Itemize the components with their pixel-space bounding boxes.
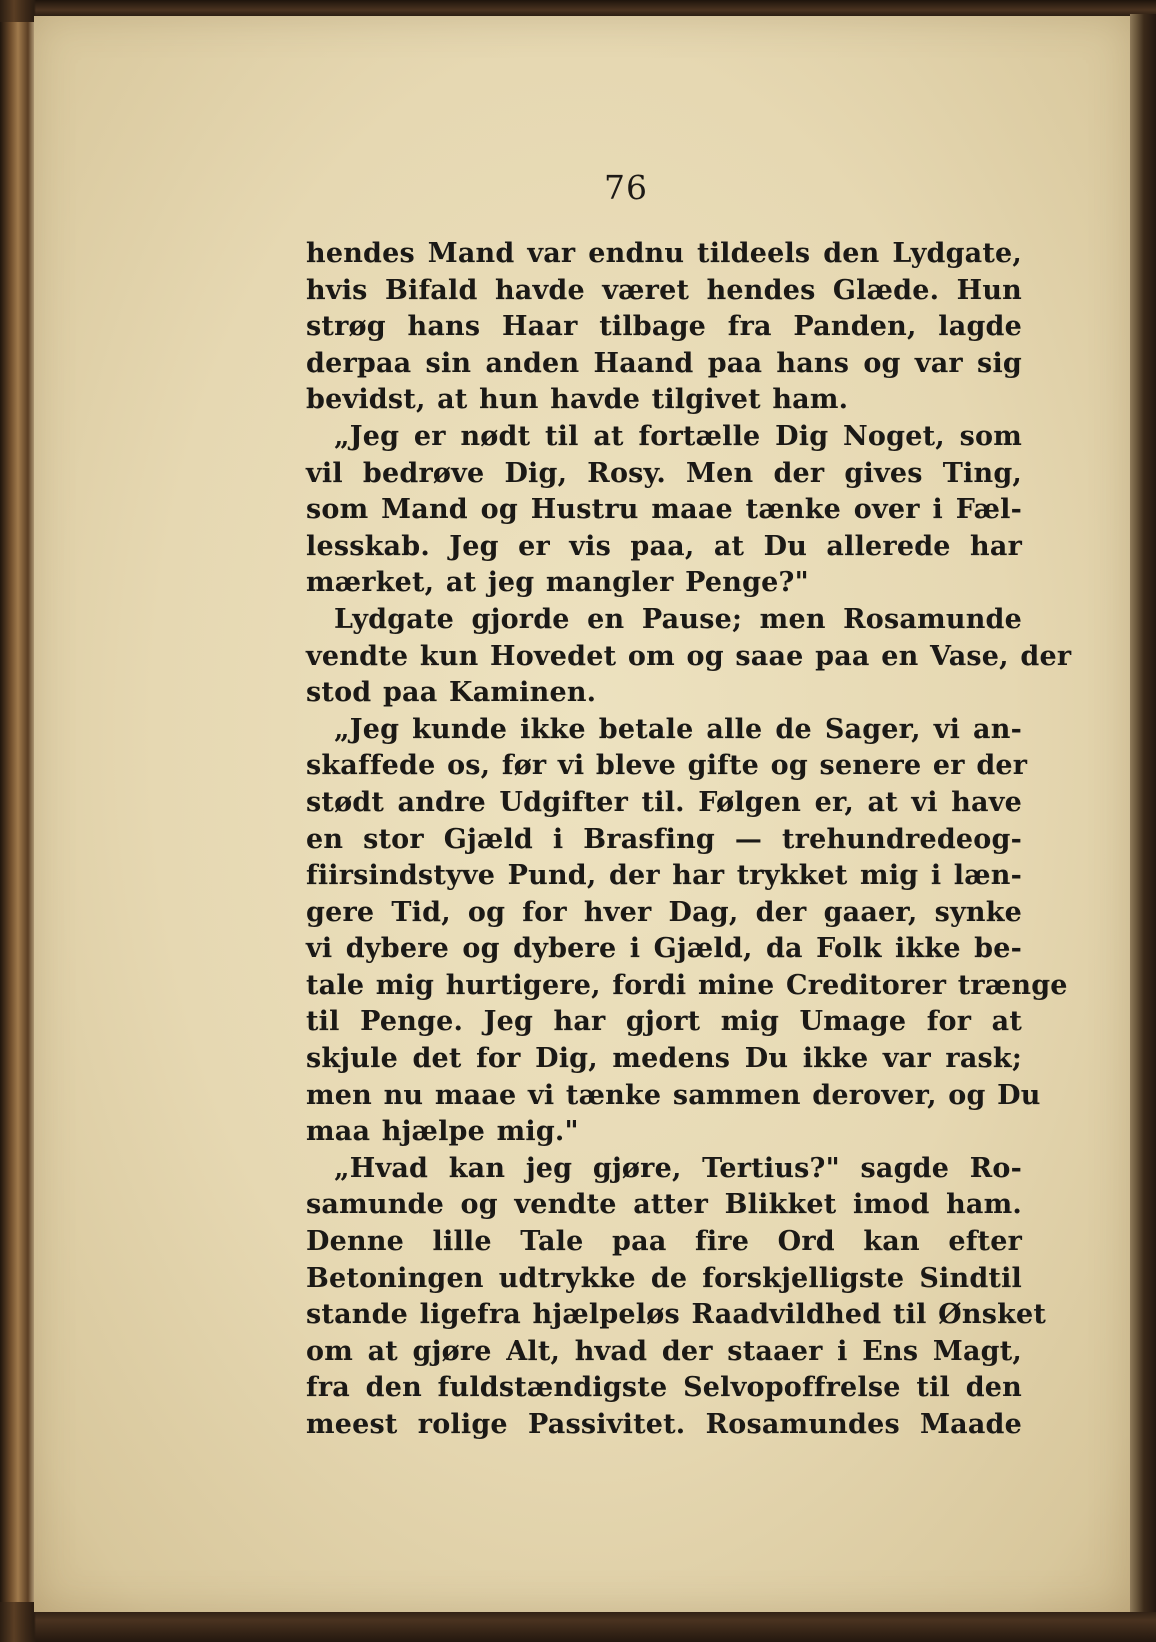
text-line: samunde og vendte atter Blikket imod ham. — [306, 1189, 1022, 1221]
text-line: maa hjælpe mig." — [306, 1116, 579, 1148]
text-line: bevidst, at hun havde tilgivet ham. — [306, 384, 849, 416]
text-line: vil bedrøve Dig, Rosy. Men der gives Ting, — [306, 457, 1022, 489]
text-line: vi dybere og dybere i Gjæld, da Folk ikke be- — [306, 933, 1022, 965]
text-line: strøg hans Haar tilbage fra Panden, lagde — [306, 311, 1022, 343]
text-line: stande ligefra hjælpeløs Raadvildhed til Ønsket — [306, 1299, 1047, 1331]
text-line: stod paa Kaminen. — [306, 677, 597, 709]
text-line: derpaa sin anden Haand paa hans og var sig — [306, 347, 1022, 379]
text-line: vendte kun Hovedet om og saae paa en Vase, der — [306, 640, 1072, 672]
text-line: mærket, at jeg mangler Penge?" — [306, 567, 809, 599]
text-line: en stor Gjæld i Brasfing — trehundredeog- — [306, 823, 1022, 855]
text-line: hvis Bifald havde været hendes Glæde. Hun — [306, 274, 1022, 306]
text-line: stødt andre Udgifter til. Følgen er, at vi have — [306, 786, 1022, 818]
text-line: fra den fuldstændigste Selvopoffrelse til den — [306, 1372, 1022, 1404]
book-right-edge — [1130, 14, 1156, 1612]
text-line: Betoningen udtrykke de forskjelligste Sindtil — [306, 1262, 1022, 1294]
text-line: Lydgate gjorde en Pause; men Rosamunde — [334, 603, 1022, 635]
text-line: gere Tid, og for hver Dag, der gaaer, synke — [306, 896, 1022, 928]
book-page — [34, 16, 1130, 1612]
body-text — [306, 236, 1072, 1444]
text-line: fiirsindstyve Pund, der har trykket mig i læn- — [306, 860, 1022, 892]
text-line: Denne lille Tale paa fire Ord kan efter — [306, 1226, 1022, 1258]
page-number: 76 — [604, 168, 648, 207]
book-left-edge — [0, 22, 36, 1602]
text-line: hendes Mand var endnu tildeels den Lydgate, — [306, 238, 1022, 269]
text-line: men nu maae vi tænke sammen derover, og Du — [306, 1079, 1041, 1111]
text-line: til Penge. Jeg har gjort mig Umage for at — [306, 1006, 1022, 1038]
text-line: tale mig hurtigere, fordi mine Creditorer trænge — [306, 969, 1068, 1001]
text-line: meest rolige Passivitet. Rosamundes Maade — [306, 1409, 1022, 1440]
text-line: „Jeg kunde ikke betale alle de Sager, vi an- — [334, 713, 1022, 745]
text-line: som Mand og Hustru maae tænke over i Fæl- — [306, 494, 1022, 526]
text-line: „Jeg er nødt til at fortælle Dig Noget, som — [334, 420, 1022, 452]
text-line: lesskab. Jeg er vis paa, at Du allerede har — [306, 530, 1022, 562]
text-line: skaffede os, før vi bleve gifte og senere er der — [306, 750, 1028, 782]
text-line: om at gjøre Alt, hvad der staaer i Ens Magt, — [306, 1335, 1022, 1367]
text-line: skjule det for Dig, medens Du ikke var rask; — [306, 1043, 1022, 1075]
text-line: „Hvad kan jeg gjøre, Tertius?" sagde Ro- — [334, 1152, 1022, 1184]
